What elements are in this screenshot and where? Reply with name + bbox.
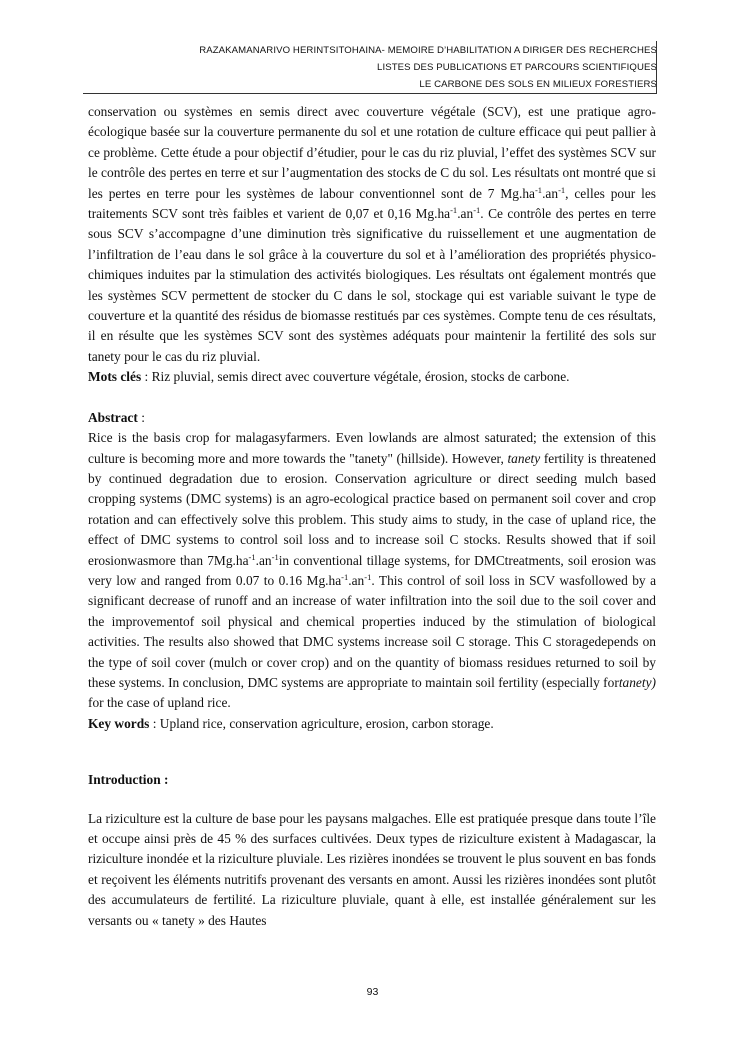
- keywords-label: Mots clés: [88, 369, 142, 385]
- resume-paragraph: conservation ou systèmes en semis direct avec couverture végétale (SCV), est une pratique agro-écologique basée sur la couverture permanente du sol et une rotation de culture efficace qui peut pallier à ce problème. Cette étude a pour objectif d’étudier, pour le cas du riz pluvial, l’effet des systèmes SCV sur le contrôle des pertes en terre et sur l’augmentation des stocks de C du sol. Les résultats ont montré que si les pertes en terre pour les systèmes de labour conventionnel sont de 7 $Mg.ha^{-1}.an^{-1}$, celles pour les traitements SCV sont très faibles et varient de 0,07 et 0,16 $Mg.ha^{-1}.an^{-1}$. Ce contrôle des pertes en terre sous SCV s’accompagne d’une diminution très significative du ruissellement et une augmentation de l’infiltration de l’eau dans le sol grâce à la couverture du sol et à l’amélioration des propriétés physico-chimiques induites par la stimulation des activités biologiques. Les résultats ont également montrés que les systèmes SCV permettent de stocker du C dans le sol, stockage qui est variable suivant le type de couverture et la quantité des résidus de biomasse restitués par ces systèmes. Compte tenu de ces résultats, il en résulte que les systèmes SCV sont des systèmes adéquats pour maintenir la fertilité des sols sur tanety pour le cas du riz pluvial.: [88, 104, 657, 364]
- introduction-heading: Introduction :: [88, 772, 169, 788]
- exponent: -1: [473, 205, 481, 216]
- exponent: -1: [341, 571, 349, 582]
- abstract-keywords: Key words : Upland rice, conservation agriculture, erosion, carbon storage.: [88, 715, 494, 731]
- exponent: -1: [450, 205, 458, 216]
- exponent: -1: [271, 551, 279, 562]
- resume-keywords: Mots clés : Riz pluvial, semis direct avec couverture végétale, érosion, stocks de carbone.: [88, 369, 570, 385]
- running-header-chapter: LE CARBONE DES SOLS EN MILIEUX FORESTIERS: [419, 79, 657, 90]
- running-header-section: LISTES DES PUBLICATIONS ET PARCOURS SCIENTIFIQUES: [377, 62, 657, 73]
- exponent: -1: [248, 551, 256, 562]
- running-header-author-title: RAZAKAMANARIVO HERINTSITOHAINA- MEMOIRE D’HABILITATION A DIRIGER DES RECHERCHES: [199, 45, 657, 56]
- exponent: -1: [364, 571, 372, 582]
- abstract-paragraph: Rice is the basis crop for malagasyfarmers. Even lowlands are almost saturated; the extension of this culture is becoming more and more towards the "tanety" (hillside). However, tanety fertility is threatened by continued degradation due to erosion. Conservation agriculture or direct seeding mulch based cropping systems (DMC systems) is an agro-ecological practice based on permanent soil cover and crop rotation and can effectively solve this problem. This study aims to study, in the case of upland rice, the effect of DMC systems to control soil loss and to increase soil C stocks. Results showed that if soil erosionwasmore than $7Mg.ha^{-1}.an^{-1}in$ conventional tillage systems, for DMCtreatments, soil erosion was very low and ranged from 0.07 to 0.16 $Mg.ha^{-1}.an^{-1}$. This control of soil loss in SCV wasfollowed by a significant decrease of runoff and an increase of water infiltration into the soil due to the soil cover and the improvementof soil physical and chemical properties induced by the stimulation of biological activities. The results also showed that DMC systems increase soil C storage. This C storagedepends on the type of soil cover (mulch or cover crop) and on the quantity of biomass residues returned to soil by these systems. In conclusion, DMC systems are appropriate to maintain soil fertility (especially fortanety) for the case of upland rice.: [88, 430, 657, 711]
- exponent: -1: [558, 184, 566, 195]
- page-number: 93: [366, 986, 379, 998]
- abstract-heading: Abstract :: [88, 409, 145, 425]
- introduction-paragraph: La riziculture est la culture de base pour les paysans malgaches. Elle est pratiquée presque dans toute l’île et occupe ainsi près de 45 % des surfaces cultivées. Deux types de riziculture existent à Madagascar, la riziculture inondée et la riziculture pluviale. Les rizières inondées se trouvent le plus souvent en bas fonds et reçoivent les éléments nutritifs provenant des versants en amont. Aussi les rizières inondées sont plutôt des accumulateurs de fertilité. La riziculture pluviale, quant à elle, est installée généralement sur les versants ou « tanety » des Hautes: [88, 810, 656, 928]
- header-horizontal-rule: [83, 93, 657, 94]
- exponent: -1: [534, 184, 543, 195]
- header-vertical-rule: [656, 41, 657, 93]
- body-text: [88, 102, 656, 931]
- keywords-label: Key words: [88, 715, 150, 731]
